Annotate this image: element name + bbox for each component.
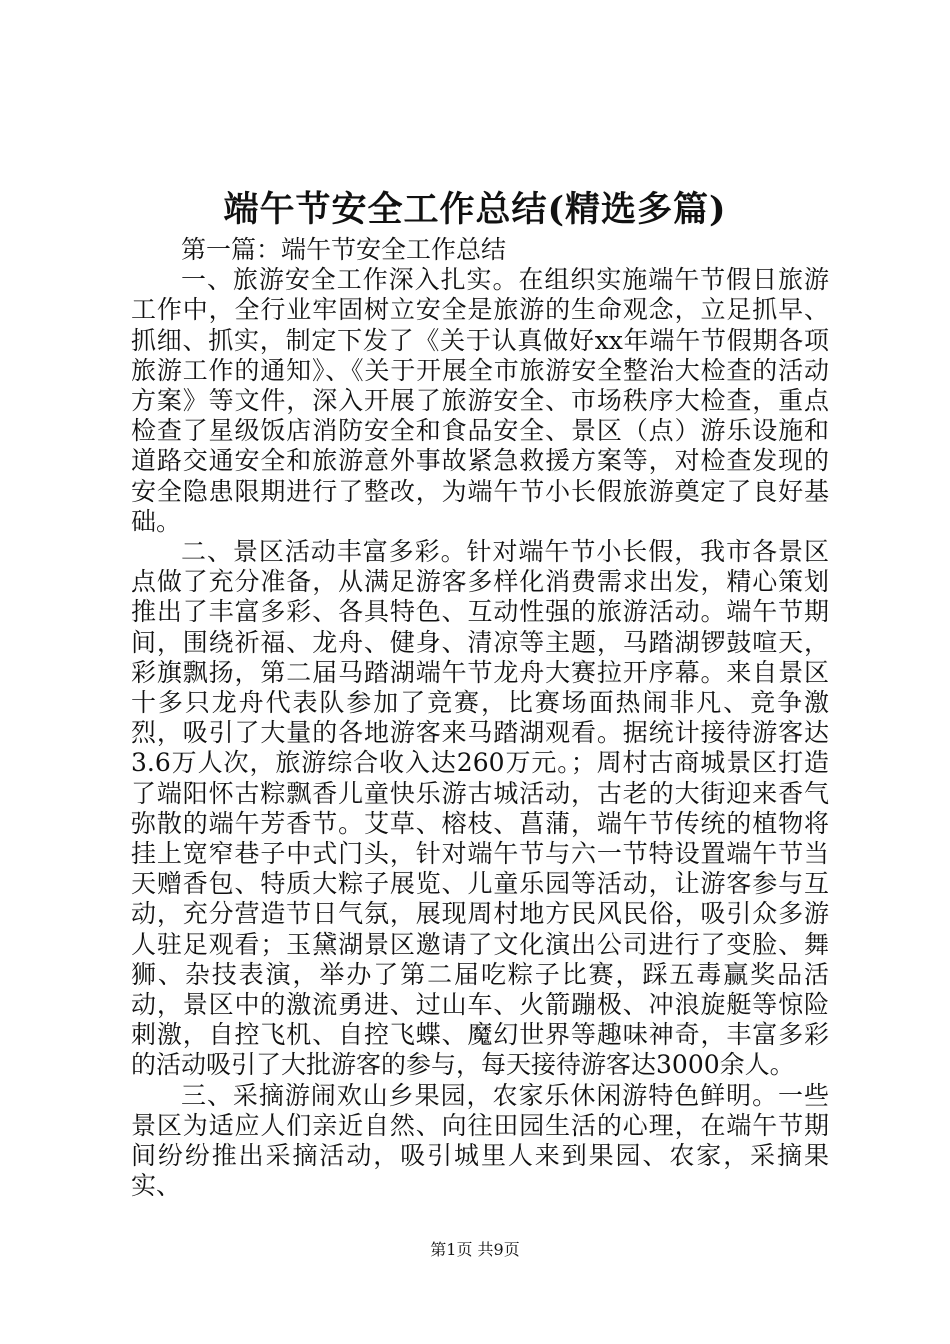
page-footer: 第1页 共9页: [430, 1240, 520, 1259]
section-heading: 第一篇：端午节安全工作总结: [181, 235, 507, 264]
paragraph-safety: 一、旅游安全工作深入扎实。在组织实施端午节假日旅游工作中，全行业牢固树立安全是旅游的生命观念，立足抓早、抓细、抓实，制定下发了《关于认真做好xx年端午节假期各项旅游工作的通知》、《关于开展全市旅游安全整治大检查的活动方案》等文件，深入开展了旅游安全、市场秩序大检查，重点检查了星级饭店消防安全和食品安全、景区（点）游乐设施和道路交通安全和旅游意外事故紧急救援方案等，对检查发现的安全隐患限期进行了整改，为端午节小长假旅游奠定了良好基础。: [131, 265, 829, 536]
paragraph-scenic-activities: 二、景区活动丰富多彩。针对端午节小长假，我市各景区点做了充分准备，从满足游客多样化消费需求出发，精心策划推出了丰富多彩、各具特色、互动性强的旅游活动。端午节期间，围绕祈福、龙舟、健身、清凉等主题，马踏湖锣鼓喧天，彩旗飘扬，第二届马踏湖端午节龙舟大赛拉开序幕。来自景区十多只龙舟代表队参加了竞赛，比赛场面热闹非凡、竞争激烈，吸引了大量的各地游客来马踏湖观看。据统计接待游客达3.6万人次，旅游综合收入达260万元。；周村古商城景区打造了端阳怀古粽飘香儿童快乐游古城活动，古老的大街迎来香气弥散的端午芳香节。艾草、榕枝、菖蒲，端午节传统的植物将挂上宽窄巷子中式门头，针对端午节与六一节特设置端午节当天赠香包、特质大粽子展览、儿童乐园等活动，让游客参与互动，充分营造节日气氛，展现周村地方民风民俗，吸引众多游人驻足观看；玉黛湖景区邀请了文化演出公司进行了变脸、舞狮、杂技表演，举办了第二届吃粽子比赛，踩五毒赢奖品活动，景区中的激流勇进、过山车、火箭蹦极、冲浪旋艇等惊险刺激，自控飞机、自控飞蝶、魔幻世界等趣味神奇，丰富多彩的活动吸引了大批游客的参与，每天接待游客达3000余人。: [131, 537, 829, 1080]
paragraph-picking-tours: 三、采摘游闹欢山乡果园，农家乐休闲游特色鲜明。一些景区为适应人们亲近自然、向往田园生活的心理，在端午节期间纷纷推出采摘活动，吸引城里人来到果园、农家，采摘果实、: [131, 1080, 829, 1201]
document-title: 端午节安全工作总结(精选多篇): [223, 189, 727, 230]
document-body: [131, 235, 829, 1202]
